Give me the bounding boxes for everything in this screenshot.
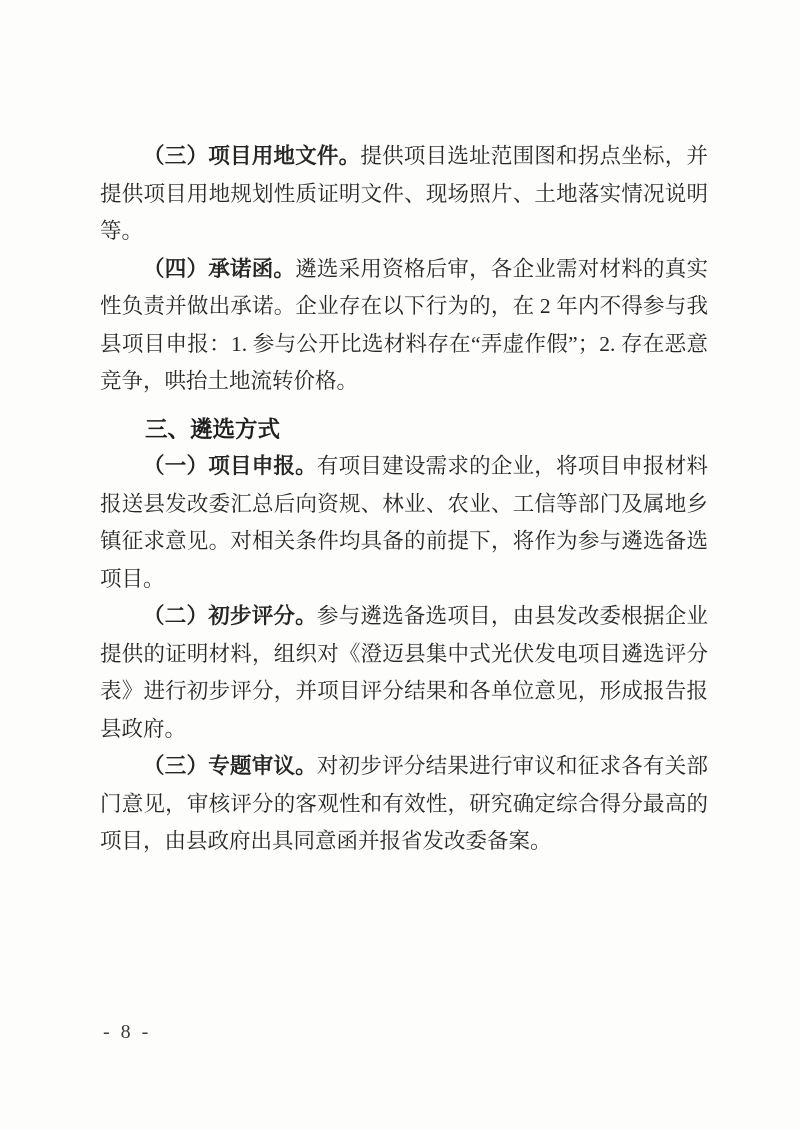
paragraph-lead-label: （四）承诺函。	[143, 256, 296, 281]
paragraph-land-use-documents	[100, 138, 708, 251]
section-heading-selection-method: 三、遴选方式	[145, 416, 281, 442]
page-number: - 8 -	[103, 1021, 152, 1043]
paragraph-body-text: 遴选采用资格后审，各企业需对材料的真实性负责并做出承诺。企业存在以下行为的，在 2 年内不得参与我县项目申报：1. 参与公开比选材料存在“弄虚作假”；2. 存在恶意竞争，哄抬土地流转价格。	[100, 256, 708, 393]
paragraph-lead-label: （三）项目用地文件。	[143, 144, 361, 168]
document-body	[100, 138, 708, 861]
paragraph-preliminary-scoring	[100, 598, 708, 748]
paragraph-lead-label: （二）初步评分。	[143, 604, 317, 628]
paragraph-lead-label: （一）项目申报。	[143, 454, 317, 478]
paragraph-body-text: 对初步评分结果进行审议和征求各有关部门意见，审核评分的客观性和有效性，研究确定综合得分最高的项目，由县政府出具同意函并报省发改委备案。	[100, 754, 708, 853]
paragraph-body-text: 参与遴选备选项目，由县发改委根据企业提供的证明材料，组织对《澄迈县集中式光伏发电项目遴选评分表》进行初步评分，并项目评分结果和各单位意见，形成报告报县政府。	[100, 604, 708, 741]
paragraph-body-text: 提供项目选址范围图和拐点坐标，并提供项目用地规划性质证明文件、现场照片、土地落实情况说明等。	[100, 144, 708, 243]
paragraph-lead-label: （三）专题审议。	[143, 754, 317, 778]
paragraph-body-text: 有项目建设需求的企业，将项目申报材料报送县发改委汇总后向资规、林业、农业、工信等部门及属地乡镇征求意见。对相关条件均具备的前提下，将作为参与遴选备选项目。	[100, 454, 708, 591]
paragraph-commitment-letter	[100, 251, 708, 401]
paragraph-special-review	[100, 748, 708, 861]
paragraph-project-application	[100, 448, 708, 598]
